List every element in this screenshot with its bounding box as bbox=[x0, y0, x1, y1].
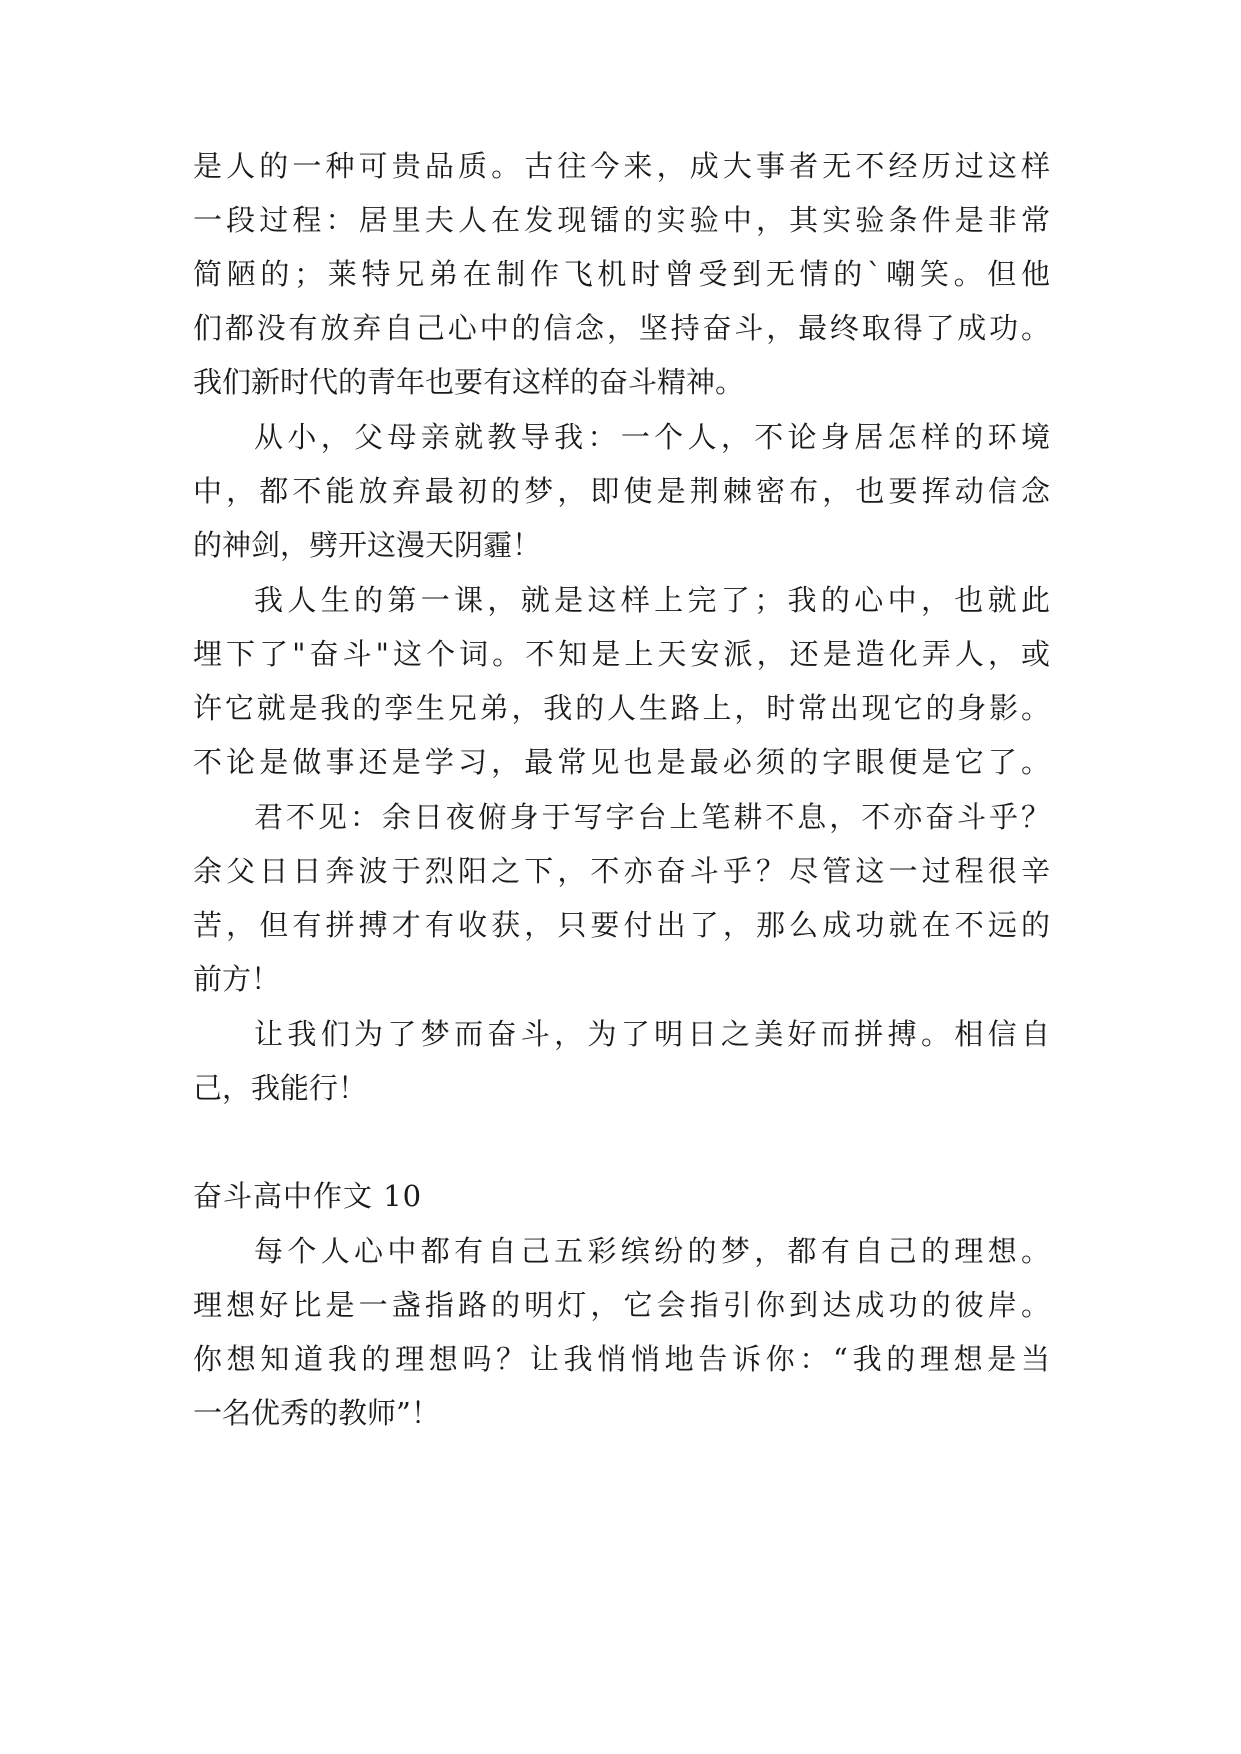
text-line: 前方！ bbox=[193, 962, 281, 996]
text-line: 我人生的第一课，就是这样上完了；我的心中，也就此 bbox=[254, 583, 1050, 617]
text-line: 君不见：余日夜俯身于写字台上笔耕不息，不亦奋斗乎？ bbox=[254, 800, 1050, 834]
text-line: 的神剑，劈开这漫天阴霾！ bbox=[193, 528, 542, 562]
text-line: 一名优秀的教师”！ bbox=[193, 1396, 440, 1430]
text-line: 己，我能行！ bbox=[193, 1071, 368, 1105]
text-line: 你想知道我的理想吗？让我悄悄地告诉你：“我的理想是当 bbox=[193, 1342, 1050, 1376]
text-line: 简陋的；莱特兄弟在制作飞机时曾受到无情的`嘲笑。但他 bbox=[193, 257, 1050, 291]
text-line: 不论是做事还是学习，最常见也是最必须的字眼便是它了。 bbox=[193, 745, 1050, 779]
text-line: 中，都不能放弃最初的梦，即使是荆棘密布，也要挥动信念 bbox=[193, 474, 1050, 508]
section-heading: 奋斗高中作文 10 bbox=[193, 1179, 423, 1213]
text-line: 是人的一种可贵品质。古往今来，成大事者无不经历过这样 bbox=[193, 149, 1050, 183]
text-line: 我们新时代的青年也要有这样的奋斗精神。 bbox=[193, 365, 745, 399]
text-line: 们都没有放弃自己心中的信念，坚持奋斗，最终取得了成功。 bbox=[193, 311, 1050, 345]
text-line: 一段过程：居里夫人在发现镭的实验中，其实验条件是非常 bbox=[193, 203, 1050, 237]
text-line: 每个人心中都有自己五彩缤纷的梦，都有自己的理想。 bbox=[254, 1234, 1050, 1268]
text-line: 埋下了"奋斗"这个词。不知是上天安派，还是造化弄人，或 bbox=[193, 637, 1050, 671]
text-line: 理想好比是一盏指路的明灯，它会指引你到达成功的彼岸。 bbox=[193, 1288, 1050, 1322]
text-line: 让我们为了梦而奋斗，为了明日之美好而拼搏。相信自 bbox=[254, 1017, 1050, 1051]
text-line: 许它就是我的孪生兄弟，我的人生路上，时常出现它的身影。 bbox=[193, 691, 1050, 725]
text-line: 苦，但有拼搏才有收获，只要付出了，那么成功就在不远的 bbox=[193, 908, 1050, 942]
text-line: 余父日日奔波于烈阳之下，不亦奋斗乎？尽管这一过程很辛 bbox=[193, 854, 1050, 888]
text-line: 从小，父母亲就教导我：一个人，不论身居怎样的环境 bbox=[254, 420, 1050, 454]
